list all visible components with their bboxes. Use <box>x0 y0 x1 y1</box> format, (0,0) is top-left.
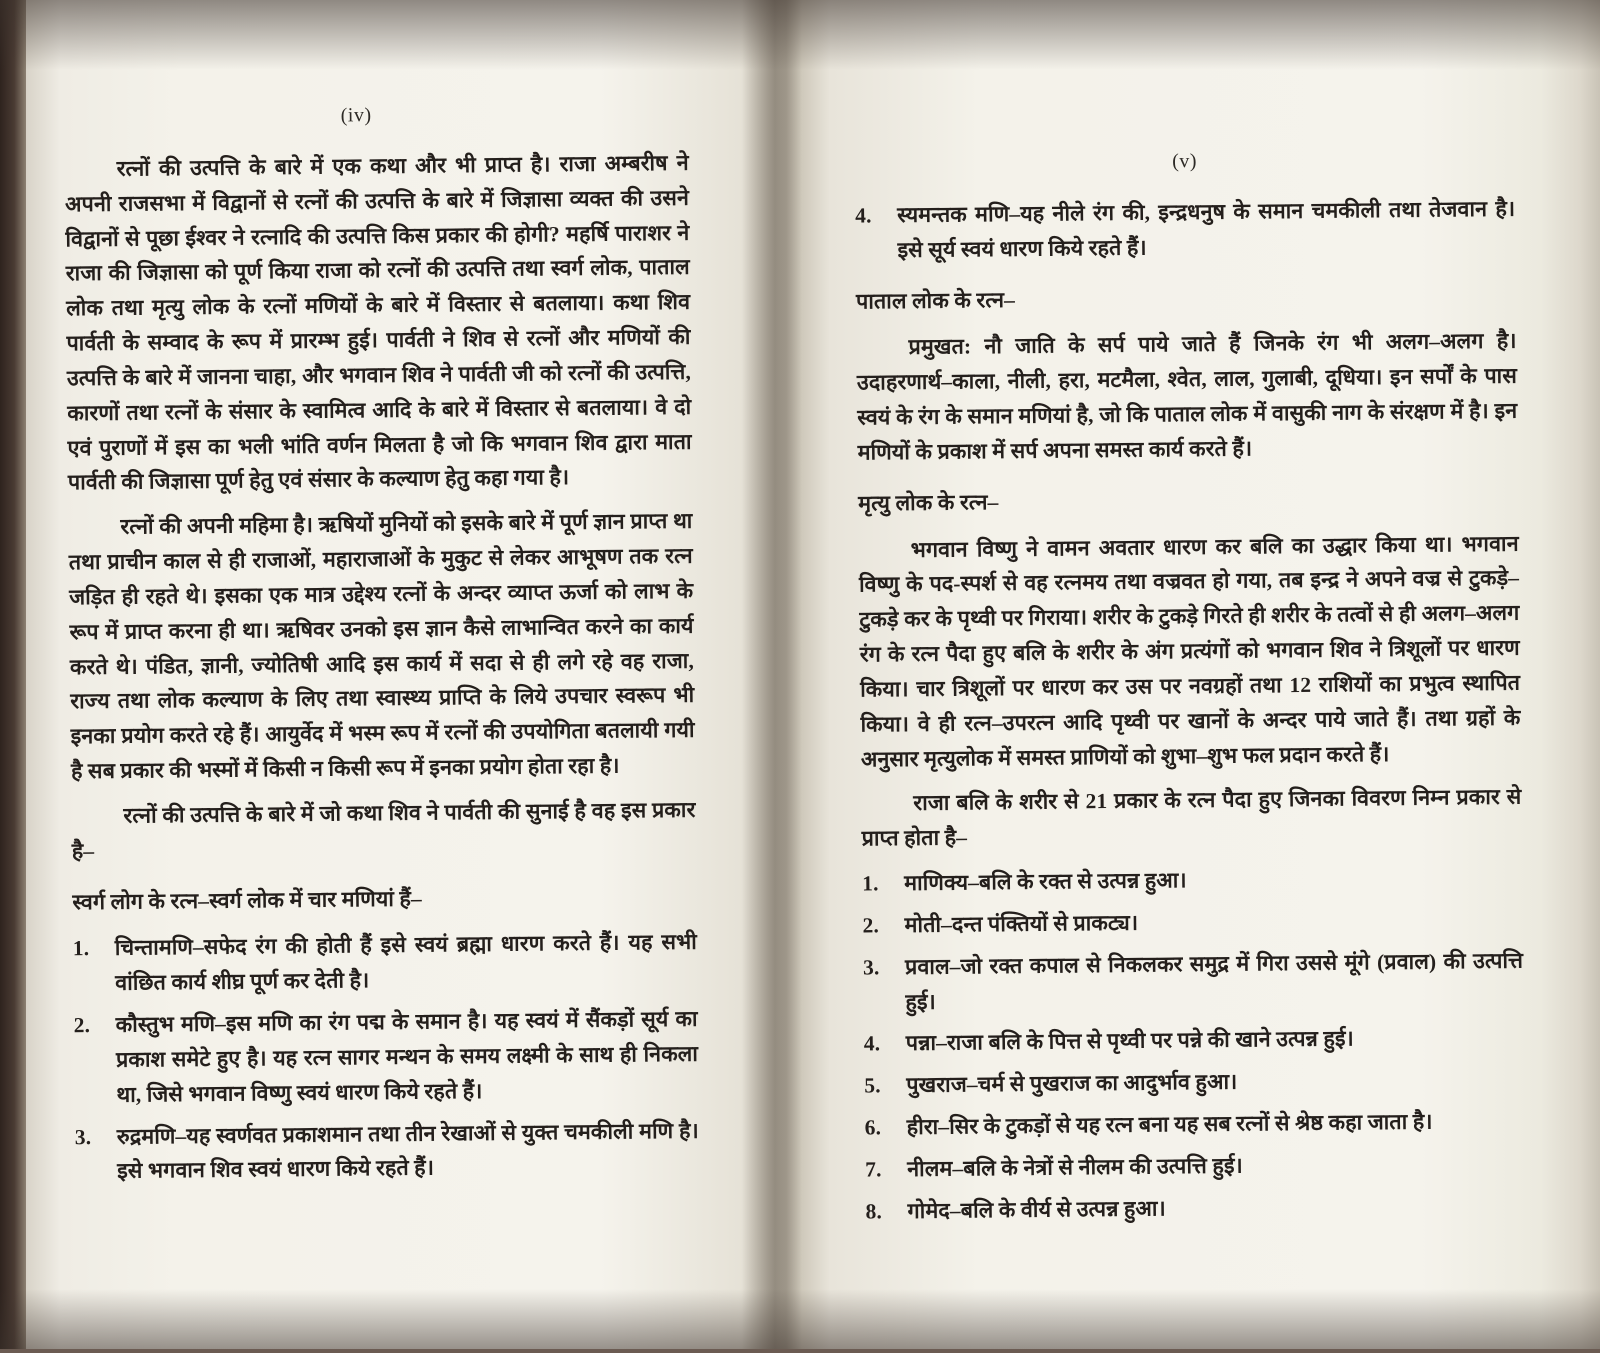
list-item-term: माणिक्य– <box>904 870 980 896</box>
spine-shadow <box>742 0 802 1349</box>
list-item <box>865 1104 1525 1146</box>
list-item <box>75 1113 700 1189</box>
paragraph: भगवान विष्णु ने वामन अवतार धारण कर बलि का उद्धार किया था। भगवान विष्णु के पद-स्पर्श से वह रत्नमय तथा वज्रवत हो गया, तब इन्द्र ने अपने वज्र से टुकड़े–टुकड़े कर के पृथ्वी पर गिराया। शरीर के टुकड़े गिरते ही शरीर के तत्वों से ही अलग–अलग रंग के रत्न पैदा हुए बलि के शरीर के अंग प्रत्यंगों को भगवान शिव ने त्रिशूलों पर धारण किया। चार त्रिशूलों पर धारण कर उस पर नवग्रहों तथा 12 राशियों का प्रभुत्व स्थापित किया। वे ही रत्न–उपरत्न आदि पृथ्वी पर खानों के अन्दर पाये जाते हैं। तथा ग्रहों के अनुसार मृत्युलोक में समस्त प्राणियों को शुभा–शुभ फल प्रदान करते हैं। <box>858 531 1521 772</box>
list-item-number: 5. <box>864 1073 881 1098</box>
list-item-term: गोमेद– <box>907 1198 961 1223</box>
list-item-number: 2. <box>862 913 880 938</box>
numbered-list-continued <box>855 192 1516 269</box>
list-item-text: राजा बलि के पित्त से पृथ्वी पर पन्ने की खाने उत्पन्न हुई। <box>946 1026 1354 1056</box>
list-item-text: बलि के वीर्य से उत्पन्न हुआ। <box>960 1196 1166 1223</box>
list-item <box>73 925 698 1001</box>
list-item-text: दन्त पंक्तियों से प्राकट्य। <box>951 910 1139 937</box>
section-heading-swarg-lok: स्वर्ग लोग के रत्न–स्वर्ग लोक में चार मणियां हैं– <box>72 886 422 914</box>
list-item-text: जो रक्त कपाल से निकलकर समुद्र में गिरा उससे मूंगे (प्रवाल) की उत्पत्ति हुई। <box>905 948 1524 1014</box>
paragraph: रत्नों की उत्पत्ति के बारे में एक कथा और भी प्राप्त है। राजा अम्बरीष ने अपनी राजसभा में विद्वानों से रत्नों की उत्पत्ति के बारे में जिज्ञासा व्यक्त की उसने विद्वानों से पूछा ईश्वर ने रत्नादि की उत्पत्ति किस प्रकार की होगी? महर्षि पाराशर ने राजा की जिज्ञासा को पूर्ण किया राजा को रत्नों की उत्पत्ति तथा स्वर्ग लोक, पाताल लोक तथा मृत्यु लोक के रत्नों मणियों के बारे में विस्तार से बतलाया। कथा शिव पार्वती के सम्वाद के रूप में प्रारम्भ हुई। पार्वती ने शिव से रत्नों और मणियों की उत्पत्ति के बारे में जानना चाहा, और भगवान शिव ने पार्वती जी को रत्नों की उत्पत्ति, कारणों तथा रत्नों के संसार के स्वामित्व आदि के बारे में विस्तार से बतलाया। वे दो एवं पुराणों में इस का भली भांति वर्णन मिलता है जो कि भगवान शिव द्वारा माता पार्वती की जिज्ञासा पूर्ण हेतु एवं संसार के कल्याण हेतु कहा गया है। <box>64 150 692 495</box>
list-item-number: 2. <box>73 1013 91 1038</box>
list-item-term: स्यमन्तक मणि– <box>897 201 1021 228</box>
left-page <box>23 0 749 1353</box>
list-item-number: 4. <box>855 203 872 228</box>
page-number-left: (iv) <box>340 104 372 127</box>
section-heading-mrityu-lok: मृत्यु लोक के रत्न– <box>858 489 999 516</box>
paragraph: राजा बलि के शरीर से 21 प्रकार के रत्न पैदा हुए जिनका विवरण निम्न प्रकार से प्राप्त होता है– <box>861 785 1522 851</box>
list-item-number: 7. <box>865 1157 882 1182</box>
list-item-number: 3. <box>862 955 880 980</box>
list-item-number: 3. <box>74 1124 92 1149</box>
list-item-text: सफेद रंग की होती हैं इसे स्वयं ब्रह्मा धारण करते हैं। यह सभी वांछित कार्य शीघ्र पूर्ण कर देती है। <box>115 930 697 996</box>
list-item <box>864 1020 1524 1062</box>
list-item-term: कौस्तुभ मणि– <box>115 1011 227 1037</box>
list-item-term: पन्ना– <box>905 1031 948 1056</box>
list-item <box>862 860 1522 902</box>
list-item-term: रुद्रमणि– <box>116 1123 187 1149</box>
list-item-term: मोती– <box>904 912 953 938</box>
list-item-number: 1. <box>72 936 90 961</box>
list-item-term: चिन्तामणि– <box>114 935 204 961</box>
paragraph: रत्नों की उत्पत्ति के बारे में जो कथा शिव ने पार्वती की सुनाई है वह इस प्रकार है– <box>71 797 696 864</box>
list-item-term: पुखराज– <box>906 1072 978 1098</box>
numbered-list-ratna-21 <box>862 860 1526 1229</box>
list-item <box>855 192 1516 269</box>
list-item-text: सिर के टुकड़ों से यह रत्न बना यह सब रत्नों से श्रेष्ठ कहा जाता है। <box>949 1109 1433 1139</box>
list-item <box>862 902 1522 944</box>
paragraph: रत्नों की अपनी महिमा है। ऋषियों मुनियों को इसके बारे में पूर्ण ज्ञान प्राप्त था तथा प्राचीन काल से ही राजाओं, महाराजाओं के मुकुट से लेकर आभूषण तक रत्न जड़ित ही रहते थे। इसका एक मात्र उद्देश्य रत्नों के अन्दर व्याप्त ऊर्जा को लाभ के रूप में प्राप्त करना ही था। ऋषिवर उनको इस ज्ञान कैसे लाभान्वित करने का कार्य करते थे। पंडित, ज्ञानी, ज्योतिषी आदि इस कार्य में सदा से ही लगे रहे वह राजा, राज्य तथा लोक कल्याण के लिए तथा स्वास्थ्य प्राप्ति के लिये उपचार स्वरूप भी इनका प्रयोग करते रहे हैं। आयुर्वेद में भस्म रूप में रत्नों की उपयोगिता बतलायी गयी है सब प्रकार की भस्मों में किसी न किसी रूप में इनका प्रयोग होता रहा है। <box>68 509 695 784</box>
list-item-text: बलि के नेत्रों से नीलम की उत्पत्ति हुई। <box>963 1153 1243 1181</box>
list-item-term: हीरा– <box>906 1114 950 1140</box>
list-item-number: 1. <box>862 871 879 896</box>
paragraph: प्रमुखत: नौ जाति के सर्प पाये जाते हैं जिनके रंग भी अलग–अलग है। उदाहरणार्थ–काला, नीली, हरा, मटमैला, श्वेत, लाल, गुलाबी, दूधिया। इन सर्पों के पास स्वयं के रंग के समान मणियां है, जो कि पाताल लोक में वासुकी नाग के संरक्षण में है। इन मणियों के प्रकाश में सर्प अपना समस्त कार्य करते हैं। <box>856 329 1518 465</box>
book-binding-edge <box>0 0 26 1349</box>
list-item-term: प्रवाल– <box>904 954 961 979</box>
right-page <box>813 0 1587 1353</box>
page-number-right: (v) <box>1172 150 1198 173</box>
list-item <box>863 943 1524 1020</box>
section-heading-patal-lok: पाताल लोक के रत्न– <box>855 287 1016 314</box>
list-item-number: 6. <box>864 1115 882 1140</box>
list-item-text: बलि के रक्त से उत्पन्न हुआ। <box>978 868 1187 895</box>
list-item-number: 4. <box>863 1031 881 1056</box>
list-item-text: यह स्वर्णवत प्रकाशमान तथा तीन रेखाओं से युक्त चमकीली मणि है। इसे भगवान शिव स्वयं धारण किये रहते हैं। <box>117 1118 699 1184</box>
list-item <box>864 1062 1524 1104</box>
list-item <box>865 1187 1525 1229</box>
list-item <box>73 1002 698 1113</box>
list-item-term: नीलम– <box>907 1156 964 1181</box>
list-item-text: इस मणि का रंग पद्म के समान है। यह स्वयं में सैंकड़ों सूर्य का प्रकाश समेटे हुए है। यह रत्न सागर मन्थन के समय लक्ष्मी के साथ ही निकला था, जिसे भगवान विष्णु स्वयं धारण किये रहते हैं। <box>115 1006 699 1107</box>
numbered-list-swarg-lok <box>73 925 700 1189</box>
list-item-number: 8. <box>865 1199 883 1224</box>
list-item-text: यह नीले रंग की, इन्द्रधनुष के समान चमकीली तथा तेजवान है। इसे सूर्य स्वयं धारण किये रहते हैं। <box>897 196 1516 262</box>
list-item-text: चर्म से पुखराज का आदुर्भाव हुआ। <box>977 1069 1238 1097</box>
list-item <box>865 1145 1525 1187</box>
